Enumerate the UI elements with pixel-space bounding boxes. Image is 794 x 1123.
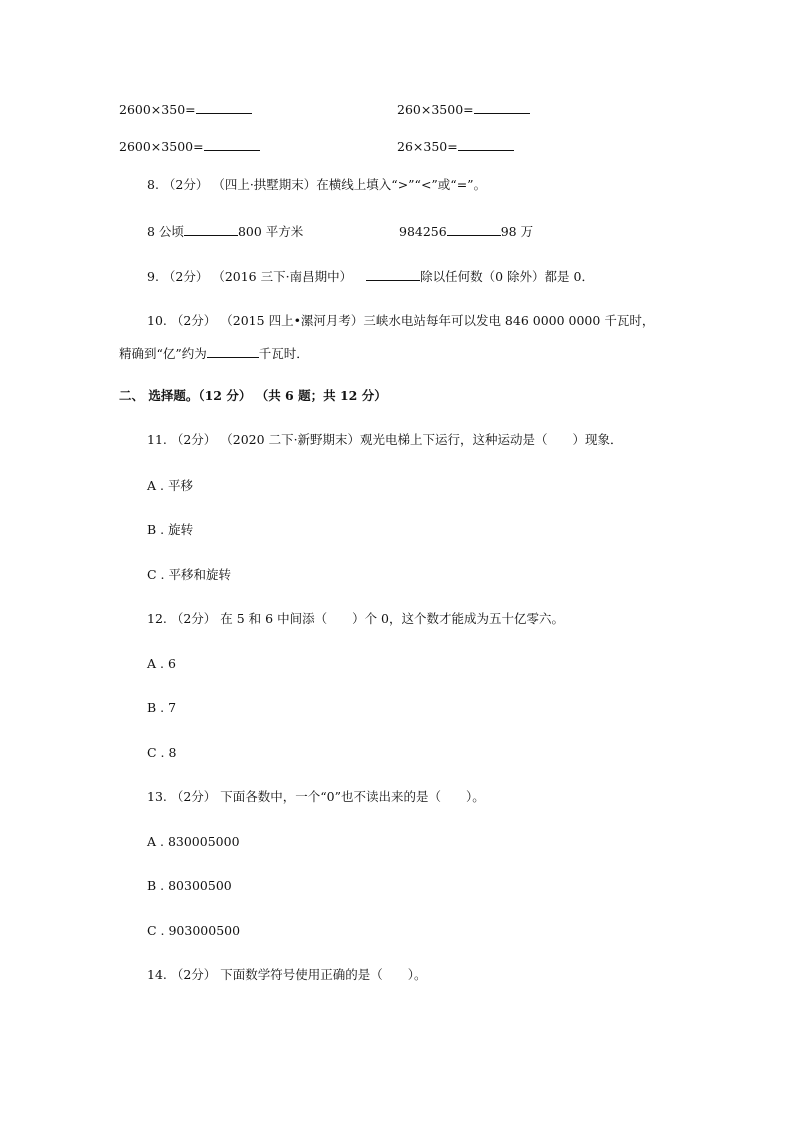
question-8: 8. （2分） （四上·拱墅期末）在横线上填入“>”“<”或“=”。 (147, 177, 487, 192)
question-8-left-compare: 8 公顷 800 平方米 (147, 224, 304, 239)
question-10-line2: 精确到“亿”约为 千瓦时． (119, 346, 309, 361)
question-9: 9. （2分） （2016 三下·南昌期中） 除以任何数（0 除外）都是 0． (147, 269, 594, 284)
calc-row1-right: 260×3500= (397, 101, 530, 118)
answer-blank[interactable] (196, 101, 252, 114)
section-heading: 二、 选择题。（12 分） （共 6 题；共 12 分） (119, 388, 387, 403)
calc-row2-right: 26×350= (397, 138, 514, 155)
answer-blank[interactable] (184, 223, 238, 236)
answer-blank[interactable] (447, 223, 501, 236)
question-10-line1: 10. （2分） （2015 四上•漯河月考）三峡水电站每年可以发电 846 0000 0000 千瓦时， (147, 313, 655, 328)
option-a[interactable]: A . 6 (147, 656, 176, 671)
option-c[interactable]: C . 903000500 (147, 923, 241, 938)
question-13: 13. （2分） 下面各数中，一个“0”也不读出来的是（ ）。 (147, 789, 485, 804)
option-c[interactable]: C . 8 (147, 745, 177, 760)
answer-blank[interactable] (474, 101, 530, 114)
question-11: 11. （2分） （2020 二下·新野期末）观光电梯上下运行，这种运动是（ ）现象． (147, 432, 623, 447)
option-c[interactable]: C . 平移和旋转 (147, 567, 231, 582)
question-12: 12. （2分） 在 5 和 6 中间添（ ）个 0，这个数才能成为五十亿零六。 (147, 611, 565, 626)
option-a[interactable]: A . 830005000 (147, 834, 240, 849)
answer-blank[interactable] (366, 268, 420, 281)
option-b[interactable]: B . 7 (147, 700, 177, 715)
answer-blank[interactable] (458, 138, 514, 151)
option-b[interactable]: B . 80300500 (147, 878, 232, 893)
calc-row2-left: 2600×3500= (119, 138, 260, 155)
question-14: 14. （2分） 下面数学符号使用正确的是（ ）。 (147, 967, 427, 982)
option-b[interactable]: B . 旋转 (147, 522, 194, 537)
option-a[interactable]: A . 平移 (147, 478, 193, 493)
answer-blank[interactable] (207, 345, 259, 358)
answer-blank[interactable] (204, 138, 260, 151)
question-8-right-compare: 984256 98 万 (399, 224, 534, 239)
calc-row1-left: 2600×350= (119, 101, 252, 118)
